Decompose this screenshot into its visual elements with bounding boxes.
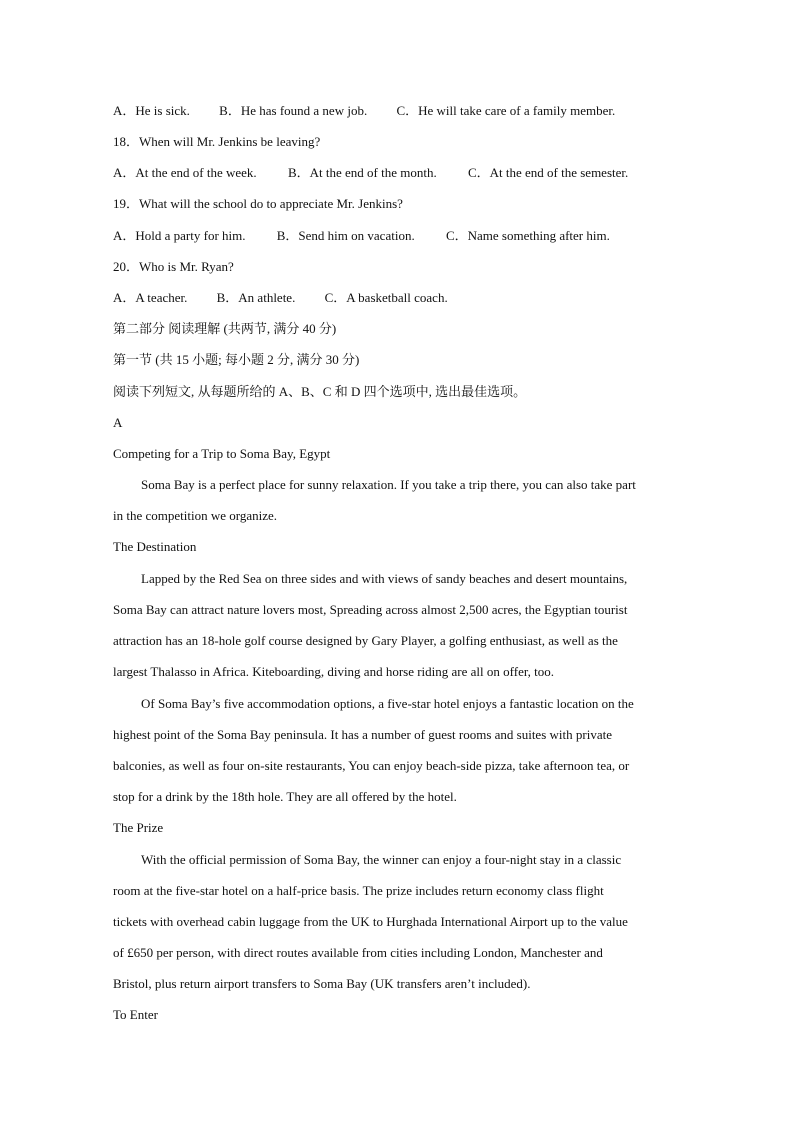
destination-p2-line: highest point of the Soma Bay peninsula. It has a number of guest rooms and suites with private — [113, 727, 612, 742]
destination-p2-line: stop for a drink by the 18th hole. They are all offered by the hotel. — [113, 789, 457, 804]
destination-p1-line: attraction has an 18-hole golf course designed by Gary Player, a golfing enthusiast, as well as the — [113, 633, 618, 648]
destination-p2-line: balconies, as well as four on-site restaurants, You can enjoy beach-side pizza, take afternoon tea, or — [113, 758, 630, 773]
prize-line: With the official permission of Soma Bay, the winner can enjoy a four-night stay in a classic — [141, 852, 622, 867]
q20-option-b: B．An athlete. — [216, 290, 296, 305]
prize-line: tickets with overhead cabin luggage from the UK to Hurghada International Airport up to the value — [113, 914, 628, 929]
q18-option-a: A．At the end of the week. — [113, 165, 257, 180]
intro-line: in the competition we organize. — [113, 508, 278, 523]
enter-heading: To Enter — [113, 1007, 158, 1022]
q19-stem: 19．What will the school do to appreciate Mr. Jenkins? — [113, 196, 403, 211]
q19-option-c: C．Name something after him. — [445, 228, 610, 243]
passage-label: A — [113, 415, 123, 430]
q17-options — [113, 103, 683, 119]
q18-option-b: B．At the end of the month. — [287, 165, 437, 180]
q18-stem: 18．When will Mr. Jenkins be leaving? — [113, 134, 321, 149]
instructions: 阅读下列短文, 从每题所给的 A、B、C 和 D 四个选项中, 选出最佳选项。 — [113, 384, 527, 399]
subsection-heading: 第一节 (共 15 小题; 每小题 2 分, 满分 30 分) — [113, 352, 360, 367]
part-heading: 第二部分 阅读理解 (共两节, 满分 40 分) — [113, 321, 337, 336]
q20-option-a: A．A teacher. — [113, 290, 188, 305]
q20-stem: 20．Who is Mr. Ryan? — [113, 259, 234, 274]
intro-line: Soma Bay is a perfect place for sunny relaxation. If you take a trip there, you can also take part — [141, 477, 636, 492]
destination-p2-line: Of Soma Bay’s five accommodation options, a five-star hotel enjoys a fantastic location on the — [141, 696, 634, 711]
prize-heading: The Prize — [113, 820, 164, 835]
q17-option-a: A．He is sick. — [113, 103, 190, 118]
q18-option-c: C．At the end of the semester. — [467, 165, 629, 180]
prize-line: Bristol, plus return airport transfers to Soma Bay (UK transfers aren’t included). — [113, 976, 531, 991]
destination-p1-line: Soma Bay can attract nature lovers most, Spreading across almost 2,500 acres, the Egyptian tourist — [113, 602, 628, 617]
destination-heading: The Destination — [113, 539, 197, 554]
prize-line: room at the five-star hotel on a half-price basis. The prize includes return economy class flight — [113, 883, 604, 898]
prize-line: of £650 per person, with direct routes available from cities including London, Manchester and — [113, 945, 603, 960]
q19-options — [113, 228, 683, 244]
q17-option-b: B．He has found a new job. — [219, 103, 368, 118]
q19-option-a: A．Hold a party for him. — [113, 228, 246, 243]
q19-option-b: B．Send him on vacation. — [276, 228, 415, 243]
q17-option-c: C．He will take care of a family member. — [396, 103, 616, 118]
destination-p1-line: largest Thalasso in Africa. Kiteboarding, diving and horse riding are all on offer, too. — [113, 664, 555, 679]
q20-options — [113, 290, 683, 306]
q20-option-c: C．A basketball coach. — [324, 290, 448, 305]
passage-title: Competing for a Trip to Soma Bay, Egypt — [113, 446, 331, 461]
q18-options — [113, 165, 683, 181]
destination-p1-line: Lapped by the Red Sea on three sides and with views of sandy beaches and desert mountains, — [141, 571, 628, 586]
